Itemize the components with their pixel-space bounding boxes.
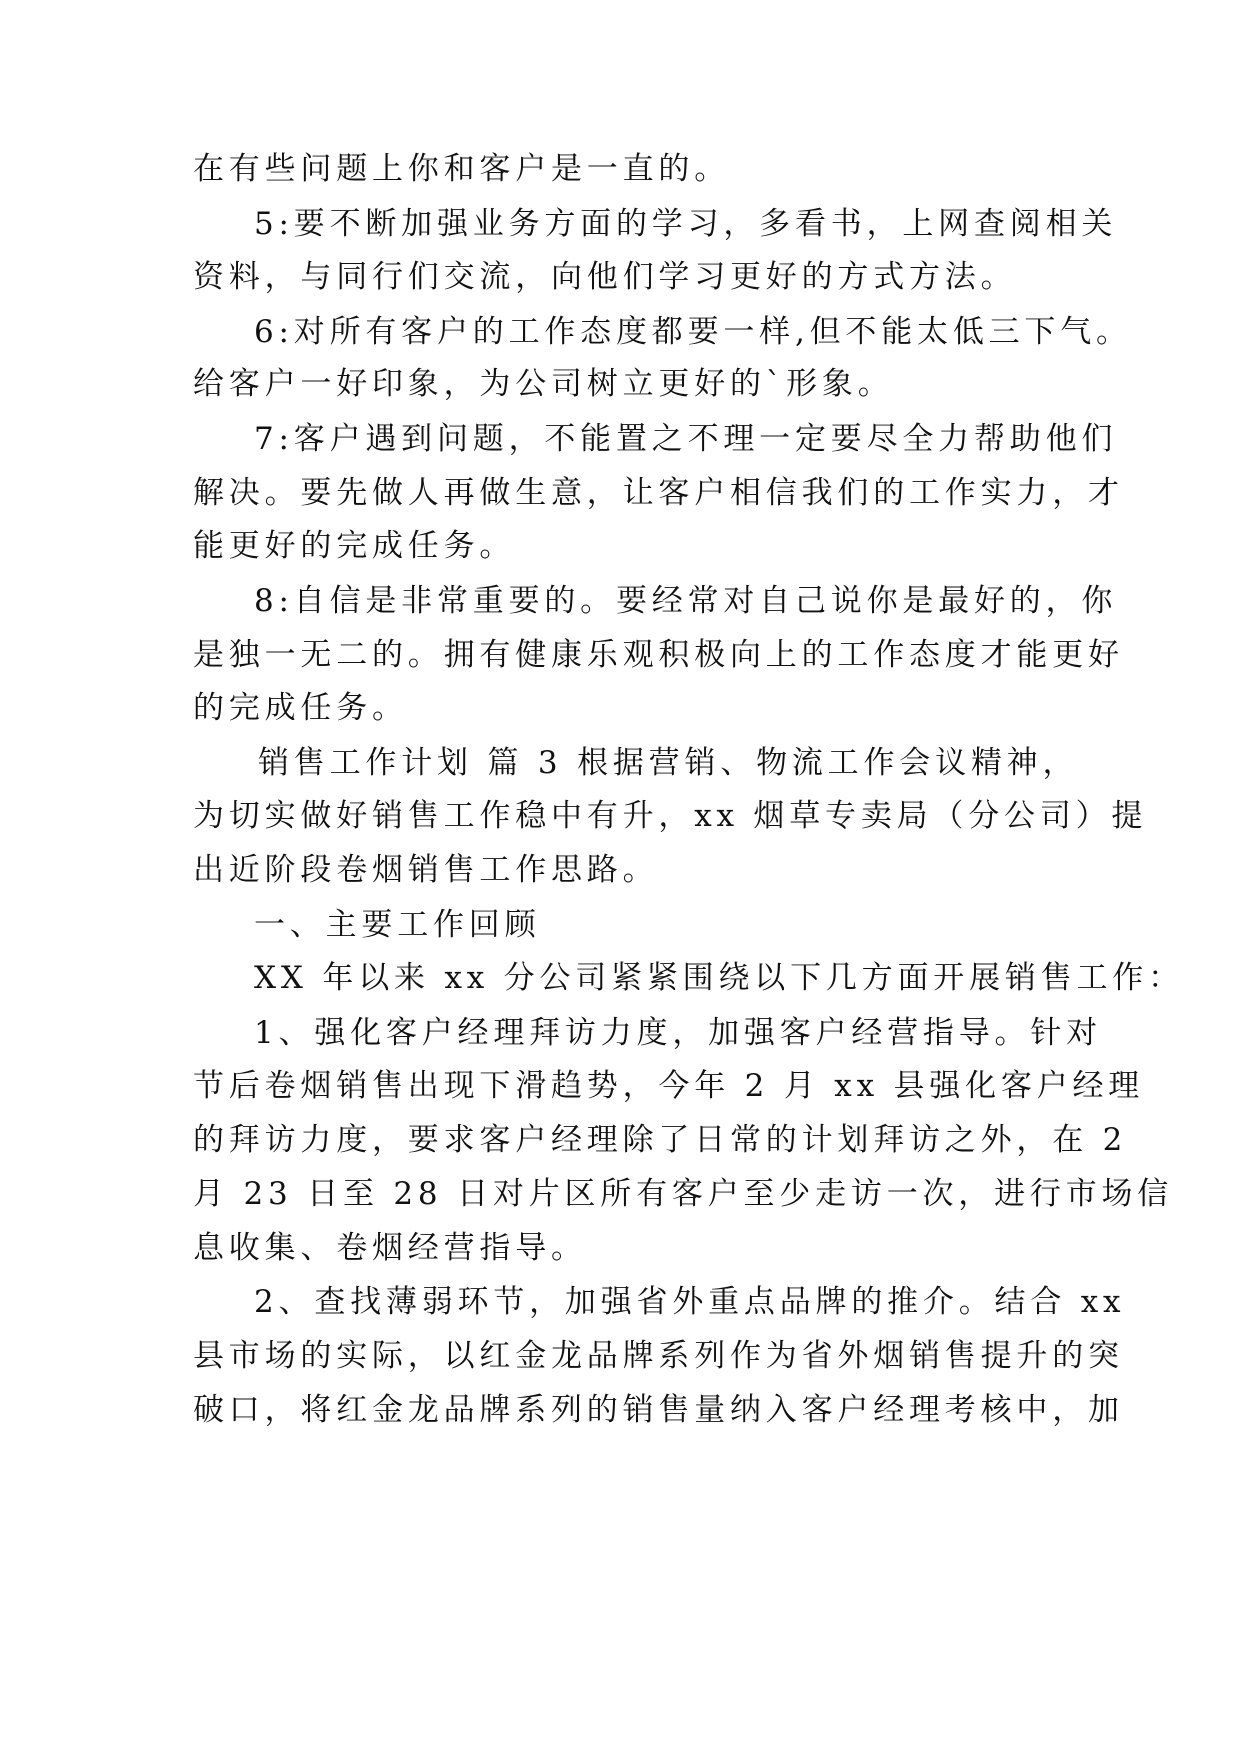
text-line: 的完成任务。 xyxy=(193,690,408,726)
text-line: 资料，与同行们交流，向他们学习更好的方式方法。 xyxy=(193,259,1017,295)
list-item-6: 6:对所有客户的工作态度都要一样,但不能太低三下气。 xyxy=(254,314,1132,350)
text-line: 在有些问题上你和客户是一直的。 xyxy=(193,151,730,187)
text-line: 为切实做好销售工作稳中有升，xx 烟草专卖局（分公司）提 xyxy=(193,798,1148,834)
text-line: 节后卷烟销售出现下滑趋势，今年 2 月 xx 县强化客户经理 xyxy=(193,1068,1145,1104)
text-line: 是独一无二的。拥有健康乐观积极向上的工作态度才能更好 xyxy=(193,637,1124,673)
list-item-5: 5:要不断加强业务方面的学习，多看书，上网查阅相关 xyxy=(254,206,1118,242)
list-item-8: 8:自信是非常重要的。要经常对自己说你是最好的，你 xyxy=(254,583,1118,619)
text-line: 解决。要先做人再做生意，让客户相信我们的工作实力，才 xyxy=(193,475,1124,511)
text-line: 息收集、卷烟经营指导。 xyxy=(193,1230,587,1266)
text-line: 的拜访力度，要求客户经理除了日常的计划拜访之外，在 2 xyxy=(193,1122,1128,1158)
text-line: 破口，将红金龙品牌系列的销售量纳入客户经理考核中，加 xyxy=(193,1392,1124,1428)
text-line: 县市场的实际，以红金龙品牌系列作为省外烟销售提升的突 xyxy=(193,1338,1124,1374)
list-item-2: 2、查找薄弱环节，加强省外重点品牌的推介。结合 xx xyxy=(254,1284,1126,1320)
list-item-7: 7:客户遇到问题，不能置之不理一定要尽全力帮助他们 xyxy=(254,421,1118,457)
text-line: 出近阶段卷烟销售工作思路。 xyxy=(193,852,659,888)
text-line: 给客户一好印象，为公司树立更好的`形象。 xyxy=(193,366,894,402)
section-heading: 一、主要工作回顾 xyxy=(254,907,541,943)
section-title-line: 销售工作计划 篇 3 根据营销、物流工作会议精神， xyxy=(258,745,1079,781)
text-line: 月 23 日至 28 日对片区所有客户至少走访一次，进行市场信 xyxy=(193,1176,1174,1212)
text-line: XX 年以来 xx 分公司紧紧围绕以下几方面开展销售工作： xyxy=(254,960,1184,996)
list-item-1: 1、强化客户经理拜访力度，加强客户经营指导。针对 xyxy=(254,1015,1102,1051)
text-line: 能更好的完成任务。 xyxy=(193,528,516,564)
